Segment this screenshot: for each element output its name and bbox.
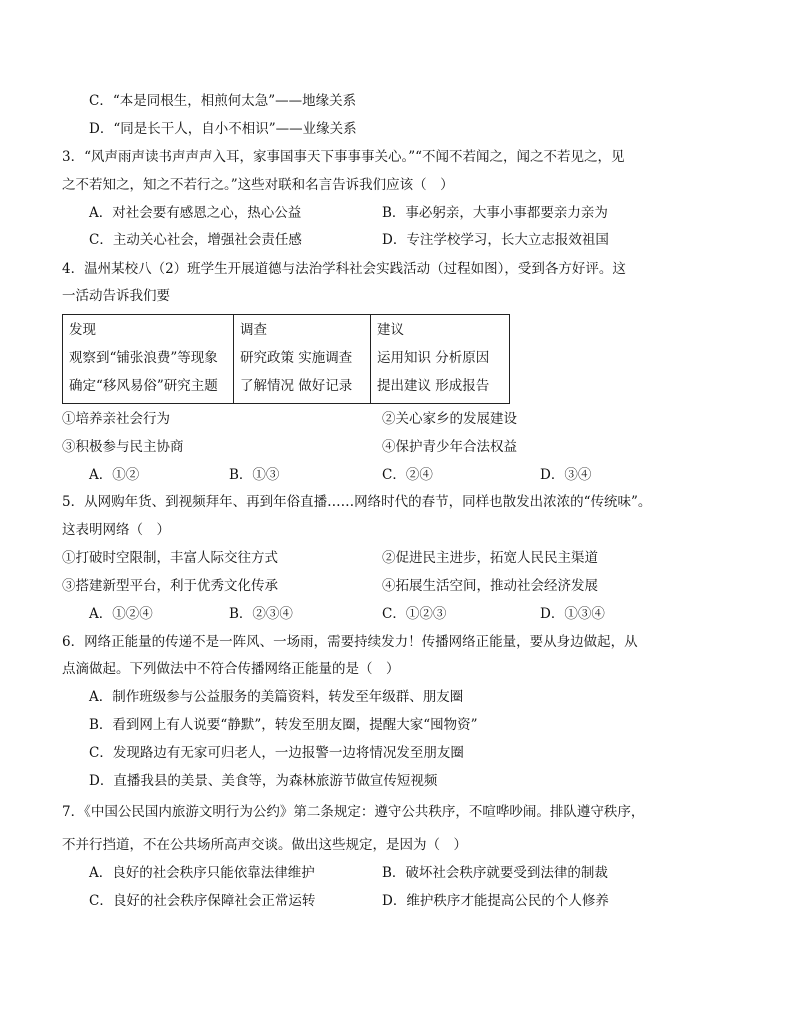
q3-option-a: A．对社会要有感恩之心，热心公益: [89, 205, 302, 221]
q4-statement-4: ④保护青少年合法权益: [382, 439, 517, 455]
q5-option-a: A．①②④: [89, 606, 153, 622]
q3-stem-line1: 3．“风声雨声读书声声声入耳，家事国事天下事事事关心。”“不闻不若闻之，闻之不若见之，见: [62, 149, 625, 165]
table-column-suggest: [371, 315, 509, 403]
q5-option-d: D．①③④: [540, 606, 605, 622]
q3-stem-line2: 之不若知之，知之不若行之。”这些对联和名言告诉我们应该（ ）: [62, 177, 454, 193]
table-cell: 运用知识 分析原因: [377, 350, 490, 366]
q5-statement-4: ④拓展生活空间，推动社会经济发展: [382, 578, 598, 594]
q2-option-d: D．“同是长干人，自小不相识”——业缘关系: [89, 121, 357, 137]
q4-option-c: C．②④: [382, 467, 433, 483]
q4-option-a: A．①②: [89, 467, 140, 483]
table-cell: 了解情况 做好记录: [240, 378, 353, 394]
q7-stem-line1: 7．《中国公民国内旅游文明行为公约》第二条规定：遵守公共秩序，不喧哗吵闹。排队遵守秩序，: [62, 804, 645, 820]
q4-option-d: D．③④: [540, 467, 592, 483]
q4-stem-line2: 一活动告诉我们要: [62, 288, 170, 304]
table-header-investigate: 调查: [240, 322, 267, 338]
q3-option-d: D．专注学校学习，长大立志报效祖国: [382, 232, 609, 248]
table-cell: 确定“移风易俗”研究主题: [69, 378, 218, 394]
q4-statement-3: ③积极参与民主协商: [62, 439, 184, 455]
q6-option-b: B．看到网上有人说要“静默”，转发至朋友圈，提醒大家“囤物资”: [89, 717, 478, 733]
q7-option-b: B．破坏社会秩序就要受到法律的制裁: [382, 865, 608, 881]
table-column-investigate: [234, 315, 371, 403]
q5-statement-2: ②促进民主进步，拓宽人民民主渠道: [382, 550, 598, 566]
q4-statement-1: ①培养亲社会行为: [62, 411, 170, 427]
table-cell: 观察到“铺张浪费”等现象: [69, 350, 218, 366]
q7-option-c: C．良好的社会秩序保障社会正常运转: [89, 893, 316, 909]
q4-option-b: B．①③: [229, 467, 280, 483]
q7-option-d: D．维护秩序才能提高公民的个人修养: [382, 893, 609, 909]
q5-option-c: C．①②③: [382, 606, 447, 622]
q5-stem-line2: 这表明网络（ ）: [62, 522, 170, 538]
q7-option-a: A．良好的社会秩序只能依靠法律维护: [89, 865, 315, 881]
q6-stem-line2: 点滴做起。下列做法中不符合传播网络正能量的是（ ）: [62, 661, 400, 677]
q2-option-c: C．“本是同根生，相煎何太急”——地缘关系: [89, 93, 357, 109]
table-cell: 提出建议 形成报告: [377, 378, 490, 394]
q6-stem-line1: 6．网络正能量的传递不是一阵风、一场雨，需要持续发力！传播网络正能量，要从身边做起，从: [62, 634, 638, 650]
q3-option-c: C．主动关心社会，增强社会责任感: [89, 232, 302, 248]
table-header-suggest: 建议: [377, 322, 404, 338]
table-cell: 研究政策 实施调查: [240, 350, 353, 366]
q4-stem-line1: 4．温州某校八（2）班学生开展道德与法治学科社会实践活动（过程如图），受到各方好评。这: [62, 261, 626, 277]
q5-statement-3: ③搭建新型平台，利于优秀文化传承: [62, 578, 278, 594]
activity-process-table: [62, 314, 510, 404]
q5-statement-1: ①打破时空限制，丰富人际交往方式: [62, 550, 278, 566]
q5-option-b: B．②③④: [229, 606, 293, 622]
q6-option-c: C．发现路边有无家可归老人，一边报警一边将情况发至朋友圈: [89, 745, 464, 761]
q6-option-a: A．制作班级参与公益服务的美篇资料，转发至年级群、朋友圈: [89, 689, 464, 705]
q5-stem-line1: 5．从网购年货、到视频拜年、再到年俗直播……网络时代的春节，同样也散发出浓浓的“传统味”。: [62, 494, 652, 510]
q4-statement-2: ②关心家乡的发展建设: [382, 411, 517, 427]
q7-stem-line2: 不并行挡道，不在公共场所高声交谈。做出这些规定，是因为（ ）: [62, 837, 467, 853]
q6-option-d: D．直播我县的美景、美食等，为森林旅游节做宣传短视频: [89, 773, 438, 789]
q3-option-b: B．事必躬亲，大事小事都要亲力亲为: [382, 205, 608, 221]
table-header-discover: 发现: [69, 322, 96, 338]
table-column-discover: [63, 315, 234, 403]
